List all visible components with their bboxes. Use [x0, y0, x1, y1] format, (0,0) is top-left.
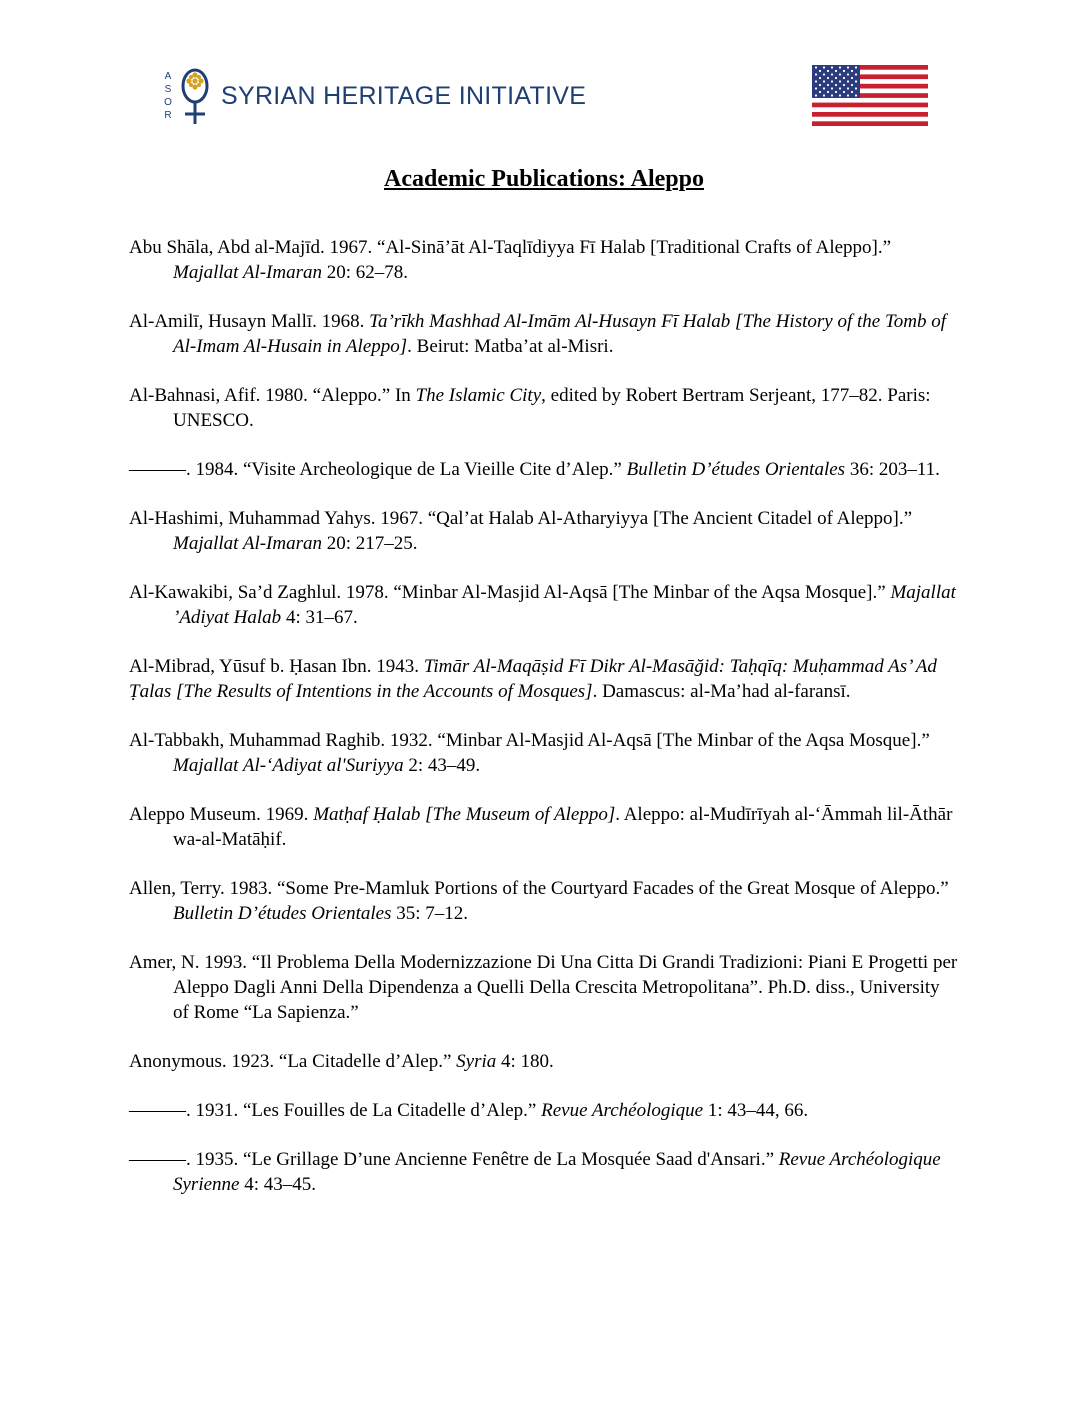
entry-text: 4: 43–45. [239, 1174, 317, 1195]
entry-text: 1: 43–44, 66. [703, 1100, 809, 1121]
entry-title-italic: Bulletin D’études Orientales [173, 903, 392, 924]
entry-text: Amer, N. 1993. “Il Problema Della Modernizzazione Di Una Citta Di Grandi Tradizioni: Piani E Progetti per Aleppo Dagli Anni Della Dipendenza a Quelli Della Crescita Metropolitana”. Ph.D. diss., University of Rome “La Sapienza.” [129, 952, 958, 1023]
logo-letter: O [164, 97, 172, 108]
entry-title-italic: Matḥaf Ḥalab [The Museum of Aleppo] [313, 804, 616, 825]
entry-text: 20: 217–25. [322, 533, 418, 554]
entry-text: Allen, Terry. 1983. “Some Pre-Mamluk Portions of the Courtyard Facades of the Great Mosque of Aleppo.” [129, 878, 949, 899]
entry-title-italic: Syria [456, 1051, 497, 1072]
logo-text: SYRIAN HERITAGE INITIATIVE [221, 81, 587, 110]
bibliography-entry [129, 506, 959, 556]
entry-text: Al-Mibrad, Yūsuf b. Ḥasan Ibn. 1943. [129, 656, 424, 677]
entry-text: Al-Hashimi, Muhammad Yahys. 1967. “Qal’at Halab Al-Atharyiyya [The Ancient Citadel of Aleppo].” [129, 508, 913, 529]
entry-text: , edited by Robert Bertram Serjeant, 177–82. Paris: UNESCO. [173, 385, 931, 431]
bibliography-entry [129, 1098, 959, 1123]
entry-text: Al-Kawakibi, Sa’d Zaghlul. 1978. “Minbar Al-Masjid Al-Aqsā [The Minbar of the Aqsa Mosque].” [129, 582, 891, 603]
entry-text: . Aleppo: al-Mudīrīyah al-‘Āmmah lil-Āthār wa-al-Matāḥif. [173, 804, 953, 850]
entry-text: 35: 7–12. [391, 903, 468, 924]
asor-letters [163, 70, 173, 122]
page-title: Academic Publications: Aleppo [383, 166, 704, 192]
us-flag-icon [812, 65, 928, 126]
asor-logo [163, 66, 586, 126]
entry-text: Anonymous. 1923. “La Citadelle d’Alep.” [129, 1051, 457, 1072]
bibliography-entry [129, 235, 959, 285]
entry-text: Al-Bahnasi, Afif. 1980. “Aleppo.” In [129, 385, 416, 406]
bibliography-list [129, 235, 959, 1221]
entry-text: 36: 203–11. [845, 459, 940, 480]
logo-letter: S [164, 84, 172, 95]
bibliography-entry [129, 580, 959, 630]
bibliography-entry [129, 383, 959, 433]
entry-title-italic: The Islamic City [415, 385, 542, 406]
ankh-flower-icon [177, 66, 213, 126]
bibliography-entry [129, 802, 959, 852]
entry-title-italic: Majallat ’Adiyat Halab [173, 582, 956, 628]
entry-text: 2: 43–49. [403, 755, 481, 776]
entry-text: ———. 1984. “Visite Archeologique de La Vieille Cite d’Alep.” [129, 459, 627, 480]
entry-text: . Damascus: al-Ma’had al-faransī. [592, 681, 851, 702]
bibliography-entry [129, 309, 959, 359]
entry-text: ———. 1931. “Les Fouilles de La Citadelle d’Alep.” [129, 1100, 542, 1121]
entry-text: 4: 31–67. [281, 607, 358, 628]
entry-title-italic: Bulletin D’études Orientales [626, 459, 846, 480]
bibliography-entry [129, 876, 959, 926]
logo-letter: A [164, 71, 172, 82]
entry-title-italic: Revue Archéologique Syrienne [173, 1149, 941, 1195]
entry-title-italic: Majallat Al-Imaran [173, 533, 323, 554]
entry-title-italic: Timār Al-Maqāṣid Fī Dikr Al-Masāğid: Taḥqīq: Muḥammad As’ Ad Ṭalas [The Results of Intentions in the Accounts of Mosques] [129, 656, 937, 702]
bibliography-entry [129, 654, 959, 704]
entry-title-italic: Revue Archéologique [541, 1100, 704, 1121]
entry-title-italic: Majallat Al-ʻAdiyat al'Suriyya [173, 755, 404, 776]
bibliography-entry [129, 950, 959, 1025]
logo-letter: R [164, 110, 172, 121]
entry-text: Abu Shāla, Abd al-Majīd. 1967. “Al-Sinā’āt Al-Taqlīdiyya Fī Halab [Traditional Crafts of Aleppo].” [129, 237, 892, 258]
page-header [0, 0, 1088, 140]
entry-title-italic: Ta’rīkh Mashhad Al-Imām Al-Husayn Fī Halab [The History of the Tomb of Al-Imam Al-Husain in Aleppo] [173, 311, 947, 357]
entry-text: Aleppo Museum. 1969. [129, 804, 314, 825]
entry-text: ———. 1935. “Le Grillage D’une Ancienne Fenêtre de La Mosquée Saad d'Ansari.” [129, 1149, 779, 1170]
entry-title-italic: Majallat Al-Imaran [173, 262, 323, 283]
bibliography-entry [129, 728, 959, 778]
bibliography-entry [129, 457, 959, 482]
entry-text: Al-Amilī, Husayn Mallī. 1968. [129, 311, 370, 332]
entry-text: Al-Tabbakh, Muhammad Raghib. 1932. “Minbar Al-Masjid Al-Aqsā [The Minbar of the Aqsa Mosque].” [129, 730, 930, 751]
bibliography-entry [129, 1147, 959, 1197]
entry-text: 20: 62–78. [322, 262, 409, 283]
entry-text: . Beirut: Matba’at al-Misri. [407, 336, 614, 357]
entry-text: 4: 180. [496, 1051, 554, 1072]
bibliography-entry [129, 1049, 959, 1074]
